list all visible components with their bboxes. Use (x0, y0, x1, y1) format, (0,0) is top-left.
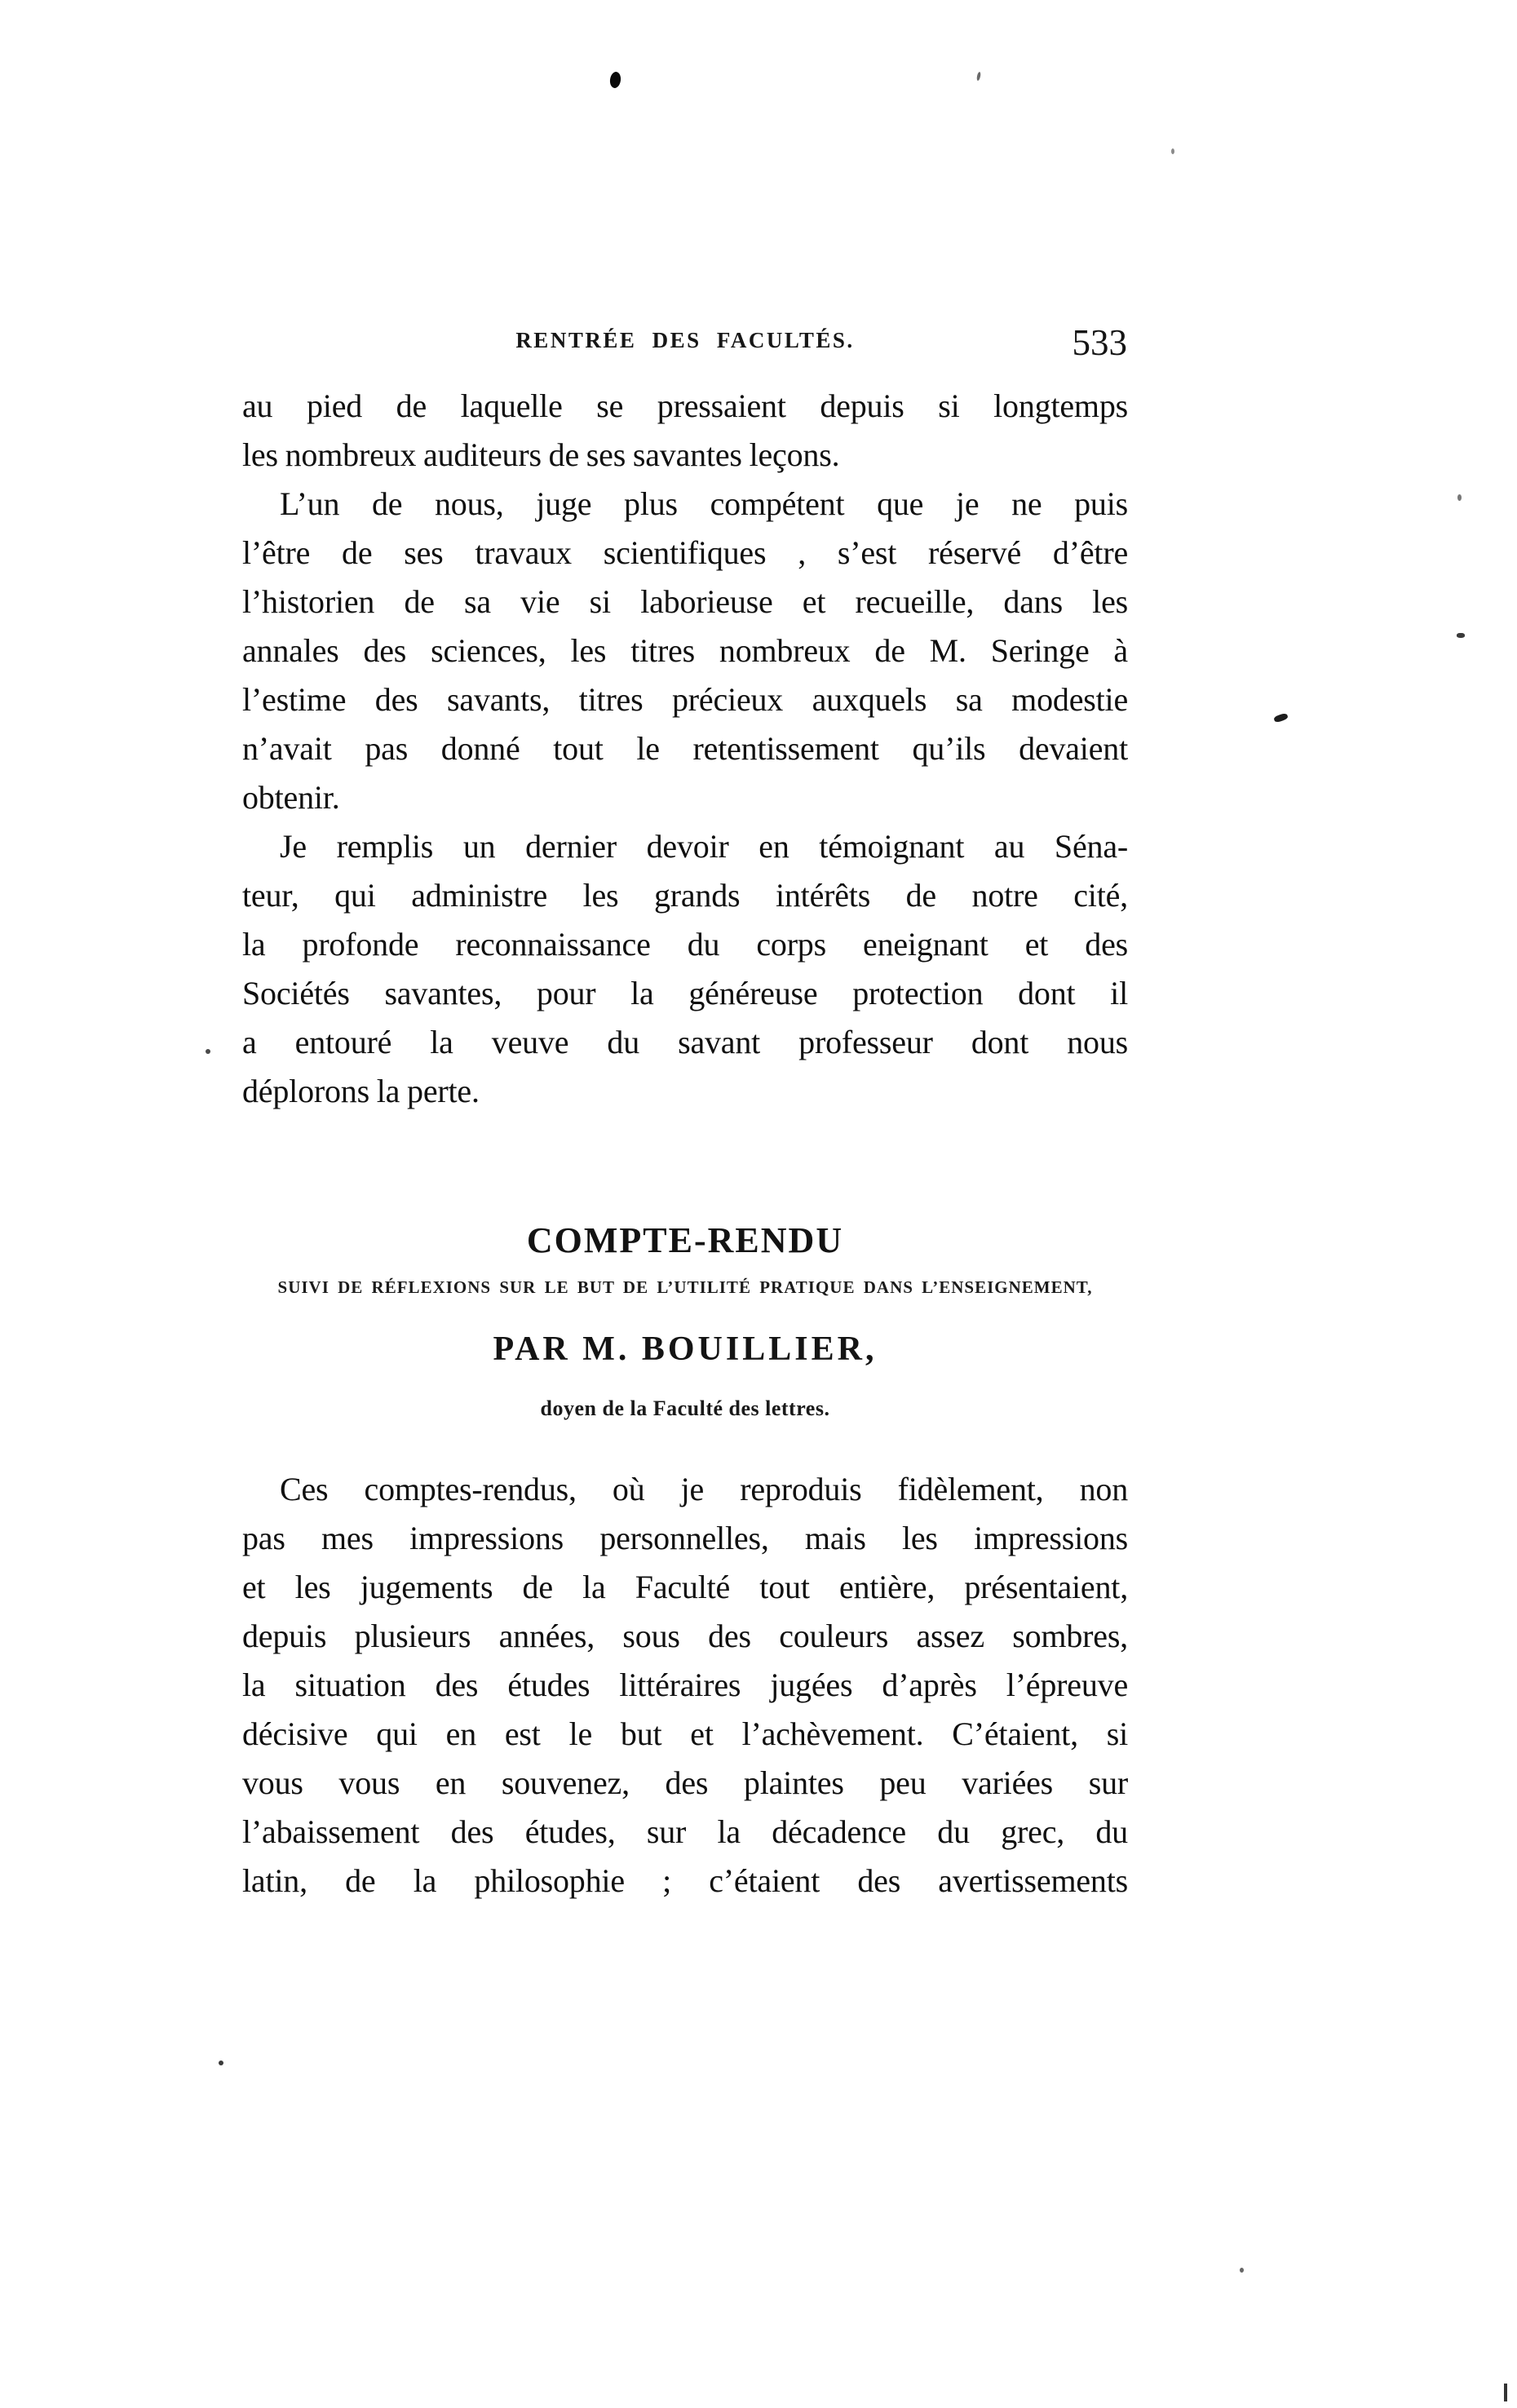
text-line: n’avait pas donné tout le retentissement qu’ils devaient (242, 730, 1128, 767)
text-line: et les jugements de la Faculté tout entière, présentaient, (242, 1569, 1128, 1605)
text-line: L’un de nous, juge plus compétent que je ne puis (280, 485, 1128, 522)
ink-speck (609, 71, 622, 89)
ink-speck (1273, 713, 1289, 724)
text-line: Sociétés savantes, pour la généreuse protection dont il (242, 975, 1128, 1011)
paragraph (242, 1465, 1128, 1906)
text-line: Je remplis un dernier devoir en témoignant au Séna- (280, 828, 1128, 865)
text-line: annales des sciences, les titres nombreux de M. Seringe à (242, 632, 1128, 669)
text-line: Ces comptes-rendus, où je reproduis fidèlement, non (280, 1471, 1128, 1507)
text-line: l’historien de sa vie si laborieuse et recueille, dans les (242, 583, 1128, 620)
text-line: l’être de ses travaux scientifiques , s’est réservé d’être (242, 534, 1128, 571)
page-body-top (242, 382, 1128, 1116)
section-title: COMPTE-RENDU (526, 1220, 844, 1261)
ink-speck (1240, 2268, 1244, 2273)
text-line: la situation des études littéraires jugées d’après l’épreuve (242, 1667, 1128, 1703)
text-line: déplorons la perte. (242, 1073, 480, 1109)
text-line: décisive qui en est le but et l’achèvement. C’étaient, si (242, 1715, 1128, 1752)
ink-speck (1457, 633, 1465, 638)
text-line: depuis plusieurs années, sous des couleurs assez sombres, (242, 1618, 1128, 1654)
section-subtitle: SUIVI DE RÉFLEXIONS SUR LE BUT DE L’UTILITÉ PRATIQUE DANS L’ENSEIGNEMENT, (277, 1277, 1093, 1297)
ink-speck (206, 1049, 210, 1054)
text-line: la profonde reconnaissance du corps eneignant et des (242, 926, 1128, 963)
page-body-bottom (242, 1465, 1128, 1906)
paragraph (242, 382, 1128, 480)
ink-speck (1504, 2384, 1507, 2401)
text-line: les nombreux auditeurs de ses savantes leçons. (242, 436, 840, 473)
text-line: l’abaissement des études, sur la décadence du grec, du (242, 1813, 1128, 1850)
text-line: vous vous en souvenez, des plaintes peu variées sur (242, 1764, 1128, 1801)
text-line: teur, qui administre les grands intérêts de notre cité, (242, 877, 1128, 914)
text-line: pas mes impressions personnelles, mais les impressions (242, 1520, 1128, 1556)
text-line: l’estime des savants, titres précieux auxquels sa modestie (242, 681, 1128, 718)
running-head: RENTRÉE DES FACULTÉS. (515, 328, 855, 352)
ink-speck (1171, 148, 1174, 154)
ink-speck (219, 2061, 223, 2065)
text-line: obtenir. (242, 779, 340, 816)
paragraph (242, 480, 1128, 822)
ink-speck (976, 72, 981, 82)
page-number: 533 (1072, 322, 1127, 363)
text-line: au pied de laquelle se pressaient depuis si longtemps (242, 387, 1128, 424)
text-line: a entouré la veuve du savant professeur dont nous (242, 1024, 1128, 1060)
text-line: latin, de la philosophie ; c’étaient des avertissements (242, 1862, 1128, 1899)
section-byline-role: doyen de la Faculté des lettres. (540, 1397, 830, 1420)
ink-speck (1457, 494, 1462, 501)
paragraph (242, 822, 1128, 1116)
section-byline: PAR M. BOUILLIER, (493, 1330, 878, 1368)
